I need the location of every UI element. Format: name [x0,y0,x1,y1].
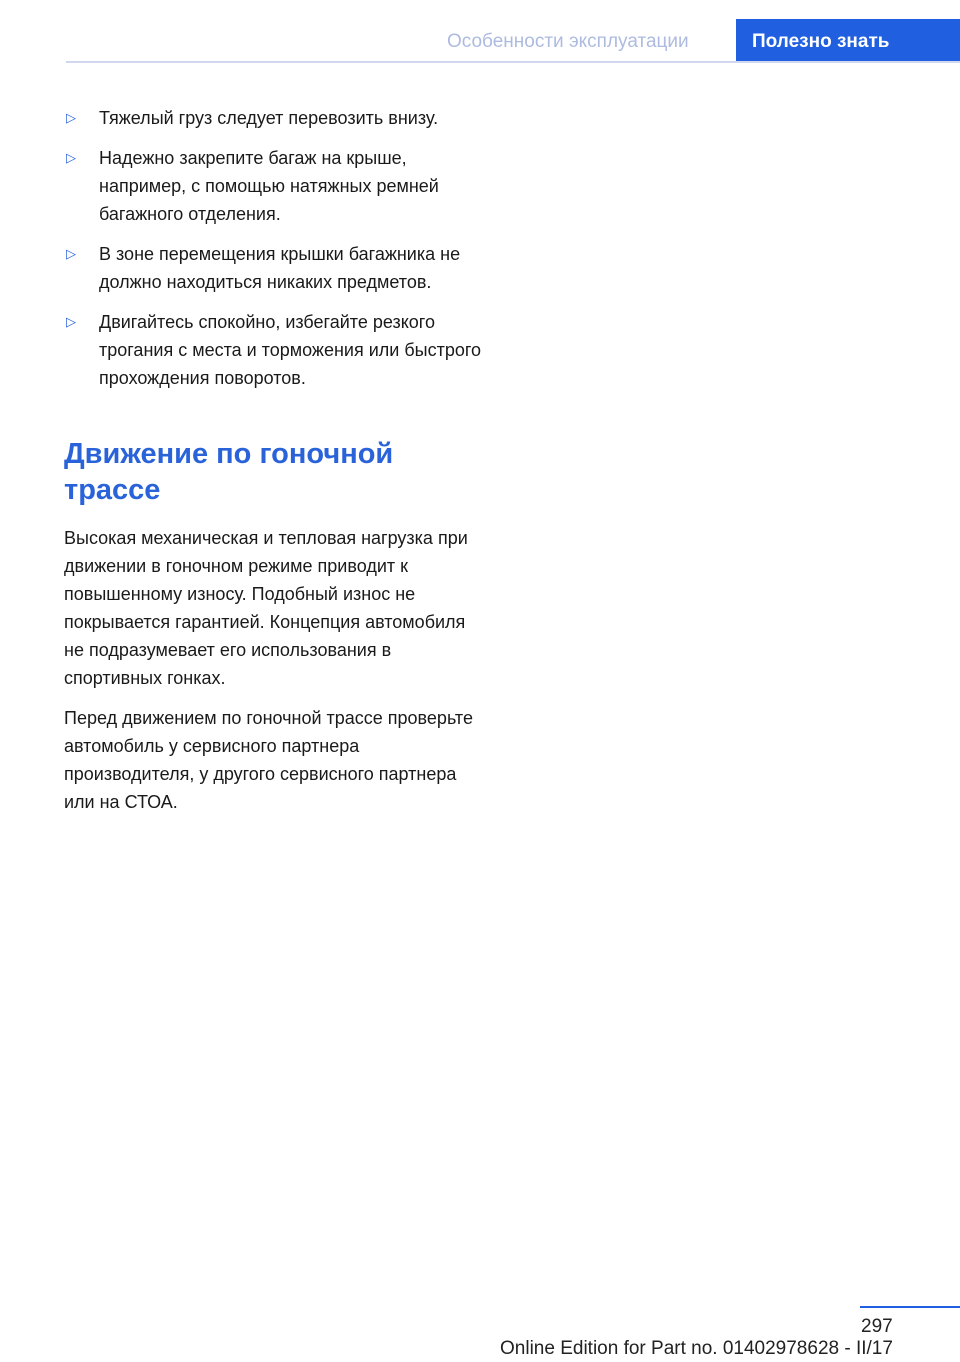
list-item-text: Двигайтесь спокойно, избегайте резкого трогания с места и торможения или быстрого прохождения поворотов. [99,312,482,388]
list-item [64,308,484,392]
triangle-bullet-icon: ▷ [66,246,76,261]
page-number: 297 [861,1316,893,1337]
header-tab [736,19,960,61]
list-item-text: Надежно закрепите багаж на крыше, например, с помощью натяжных ремней багажного отделения. [99,148,439,224]
list-item-text: Тяжелый груз следует перевозить внизу. [99,108,439,128]
triangle-bullet-icon: ▷ [66,314,76,329]
list-item-text: В зоне перемещения крышки багажника не должно находиться никаких предметов. [99,244,461,292]
header-rule [66,61,960,63]
list-item [64,240,484,296]
triangle-bullet-icon: ▷ [66,110,76,125]
section-heading: Движение по гоночной трассе [64,438,394,506]
footer-rule [860,1306,960,1308]
bullet-list [64,104,484,392]
list-item [64,144,484,228]
body-paragraph: Перед движением по гоночной трассе проверьте автомобиль у сервисного партнера производителя, у другого сервисного партнера или на СТОА. [64,708,473,812]
header-tab-label: Полезно знать [752,31,890,52]
edition-note: Online Edition for Part no. 01402978628 - II/17 [500,1338,893,1359]
header-section-title: Особенности эксплуатации [447,31,689,52]
body-paragraph: Высокая механическая и тепловая нагрузка при движении в гоночном режиме приводит к повышенному износу. Подобный износ не покрывается гарантией. Концепция автомобиля не подразумевает его использования в спортивных гонках. [64,528,468,688]
triangle-bullet-icon: ▷ [66,150,76,165]
content-column [64,104,484,828]
list-item [64,104,484,132]
